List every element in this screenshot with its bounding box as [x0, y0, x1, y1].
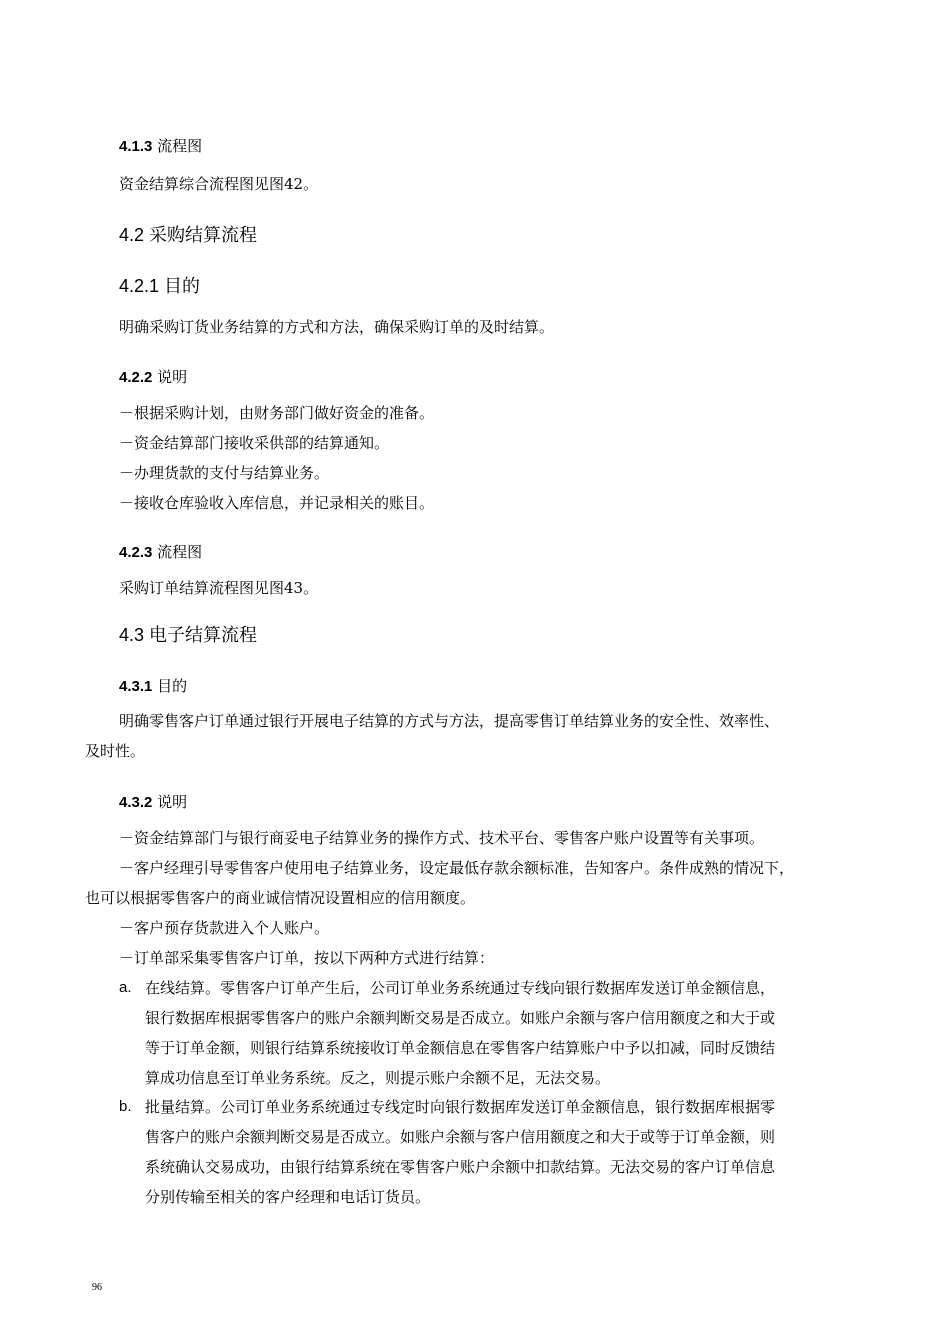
paragraph-4-1-3: 资金结算综合流程图见图42。 — [119, 175, 319, 193]
list-item-line: 等于订单金额，则银行结算系统接收订单金额信息在零售客户结算账户中予以扣减，同时反馈结 — [145, 1039, 776, 1057]
heading-4-2-3: 4.2.3 流程图 — [119, 543, 203, 561]
paragraph-line: －客户经理引导零售客户使用电子结算业务，设定最低存款余额标准，告知客户。条件成熟的情况下， — [119, 859, 795, 877]
heading-4-3-2: 4.3.2 说明 — [119, 793, 188, 811]
list-item-line: 售客户的账户余额判断交易是否成立。如账户余额与客户信用额度之和大于或等于订单金额，则 — [145, 1128, 776, 1146]
list-item: －资金结算部门接收采供部的结算通知。 — [119, 434, 390, 452]
paragraph-line: －订单部采集零售客户订单，按以下两种方式进行结算： — [119, 949, 495, 967]
list-marker-b: b. — [119, 1098, 132, 1115]
list-item-line: 算成功信息至订单业务系统。反之，则提示账户余额不足，无法交易。 — [145, 1069, 611, 1087]
list-item-line: 系统确认交易成功，由银行结算系统在零售客户账户余额中扣款结算。无法交易的客户订单信息 — [145, 1158, 776, 1176]
list-item: －办理货款的支付与结算业务。 — [119, 464, 330, 482]
list-item: －接收仓库验收入库信息，并记录相关的账目。 — [119, 494, 435, 512]
heading-4-2-2: 4.2.2 说明 — [119, 368, 188, 386]
list-marker-a: a. — [119, 979, 132, 996]
paragraph-4-2-3: 采购订单结算流程图见图43。 — [119, 579, 319, 597]
heading-4-3: 4.3 电子结算流程 — [119, 625, 258, 645]
list-item-line: 在线结算。零售客户订单产生后，公司订单业务系统通过专线向银行数据库发送订单金额信息， — [145, 979, 776, 997]
paragraph-4-2-1: 明确采购订货业务结算的方式和方法，确保采购订单的及时结算。 — [119, 318, 555, 336]
list-item: －根据采购计划，由财务部门做好资金的准备。 — [119, 404, 435, 422]
paragraph-line: 明确零售客户订单通过银行开展电子结算的方式与方法，提高零售订单结算业务的安全性、效率性、 — [119, 712, 780, 730]
list-item-line: 银行数据库根据零售客户的账户余额判断交易是否成立。如账户余额与客户信用额度之和大于或 — [145, 1009, 776, 1027]
heading-4-2-1: 4.2.1 目的 — [119, 276, 201, 296]
heading-4-1-3: 4.1.3 流程图 — [119, 137, 203, 155]
list-item-line: 分别传输至相关的客户经理和电话订货员。 — [145, 1188, 431, 1206]
heading-4-2: 4.2 采购结算流程 — [119, 225, 258, 245]
paragraph-line: －客户预存货款进入个人账户。 — [119, 919, 330, 937]
page-number: 96 — [92, 1282, 102, 1293]
paragraph-line: －资金结算部门与银行商妥电子结算业务的操作方式、技术平台、零售客户账户设置等有关事项。 — [119, 829, 765, 847]
list-item-line: 批量结算。公司订单业务系统通过专线定时向银行数据库发送订单金额信息，银行数据库根据零 — [145, 1098, 776, 1116]
heading-4-3-1: 4.3.1 目的 — [119, 677, 188, 695]
paragraph-line: 及时性。 — [85, 742, 146, 760]
paragraph-line: 也可以根据零售客户的商业诚信情况设置相应的信用额度。 — [85, 889, 476, 907]
